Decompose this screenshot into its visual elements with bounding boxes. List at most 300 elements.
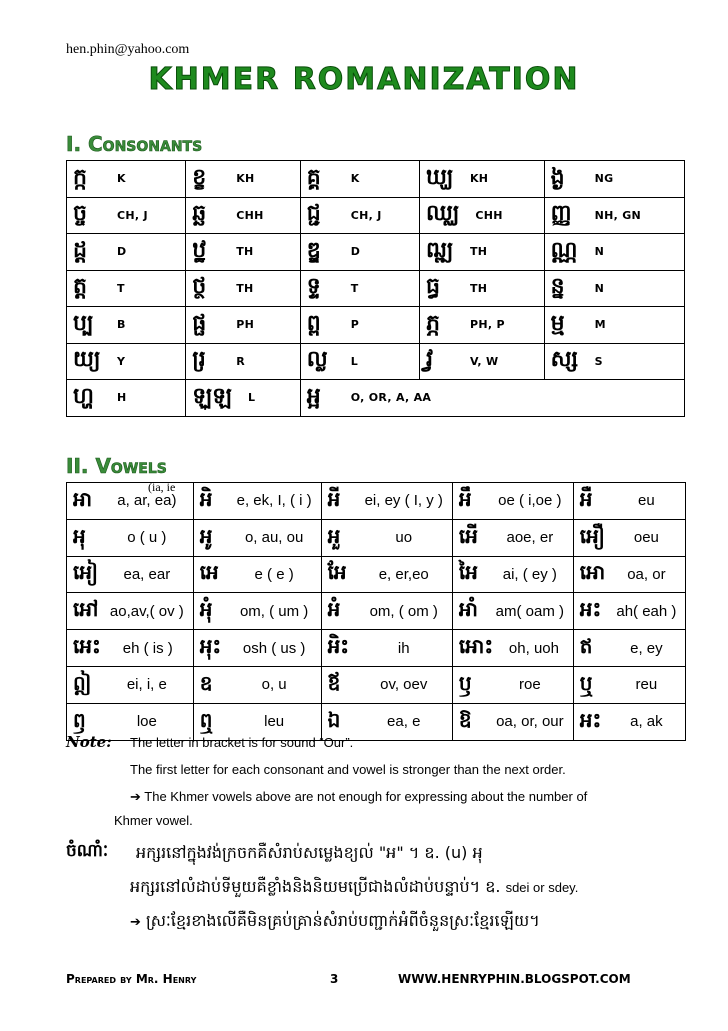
vowel-romanization: ea, e — [387, 713, 421, 731]
consonant-cell — [544, 234, 684, 271]
consonant-khmer: ឆ្ឆ — [192, 201, 207, 227]
consonant-cell — [544, 270, 684, 307]
consonant-row — [67, 161, 685, 198]
consonant-romanization: R — [236, 354, 246, 368]
vowel-khmer: អិ — [199, 486, 213, 511]
consonant-khmer: ឈ្ឈ — [425, 201, 460, 227]
section-title-consonants: I. Consonants — [66, 132, 203, 156]
vowel-khmer: អំ — [327, 597, 341, 622]
consonant-khmer: គ្គ — [306, 164, 321, 190]
vowel-romanization: ei, i, e — [126, 676, 167, 694]
consonant-khmer: ភ្ភ — [425, 310, 440, 336]
vowel-khmer: អួ — [327, 523, 341, 548]
vowel-khmer: អែ — [327, 560, 347, 585]
vowel-cell-content — [67, 593, 193, 629]
vowel-khmer: អុំ — [199, 597, 213, 622]
vowel-cell — [193, 666, 321, 703]
consonant-cell — [67, 343, 186, 380]
consonant-cell — [67, 197, 186, 234]
vowel-romanization: ea, ear — [123, 565, 171, 583]
consonant-romanization: Y — [117, 354, 126, 368]
vowel-cell — [452, 593, 573, 630]
vowel-romanization: om, ( um ) — [239, 602, 309, 620]
khmer-note-line-2-text: អក្សរនៅលំដាប់ទីមួយគឺខ្លាំងនិងនិយមប្រើជាងលំដាប់បន្ទាប់។ ឧ. — [130, 877, 501, 896]
consonant-khmer: ច្ច — [73, 201, 87, 227]
vowel-cell-content — [453, 593, 573, 629]
consonant-romanization: T — [350, 281, 359, 295]
vowel-khmer: ឧ — [199, 670, 213, 695]
vowel-cell-content — [453, 520, 573, 556]
arrow-icon: ➔ — [130, 915, 141, 930]
vowel-khmer: ឬ — [579, 670, 593, 695]
vowel-romanization: oe ( i,oe ) — [498, 492, 562, 510]
vowel-row — [67, 556, 686, 593]
consonant-khmer: ផ្ផ — [192, 310, 207, 336]
vowel-romanization: ah( eah ) — [616, 602, 677, 620]
vowel-cell-content — [194, 630, 321, 666]
vowel-cell — [67, 519, 194, 556]
consonant-romanization: D — [350, 245, 361, 259]
vowel-khmer: អះ — [579, 597, 602, 622]
consonant-cell-content — [420, 271, 544, 307]
vowel-cell — [573, 519, 685, 556]
khmer-note-line-1: អក្សរនៅក្នុងវង់ក្រចកគឺសំរាប់សម្លេងខ្យល់ "អ" ។ ឧ. (u) អុ — [136, 843, 483, 862]
consonant-row — [67, 307, 685, 344]
vowel-khmer: ឱ — [458, 707, 472, 732]
consonant-khmer: ឡ្ឡ — [192, 383, 232, 409]
consonant-khmer: ន្ន — [550, 274, 565, 300]
consonant-romanization: TH — [469, 281, 488, 295]
consonant-khmer: ឍ្ឍ — [425, 237, 454, 263]
vowel-khmer: អៀ — [73, 560, 98, 585]
consonant-khmer: ជ្ជ — [306, 201, 321, 227]
consonant-romanization: M — [594, 318, 606, 332]
vowel-cell-content — [194, 520, 321, 556]
consonant-cell — [186, 161, 301, 198]
vowel-khmer: ឪ — [327, 670, 341, 695]
footer-author: Prepared by Mr. Henry — [66, 972, 197, 986]
vowel-cell-content — [67, 667, 193, 703]
vowel-romanization: o, u — [261, 676, 287, 694]
vowel-cell-content — [67, 483, 193, 519]
arrow-icon: ➔ — [130, 789, 141, 804]
vowel-cell — [193, 593, 321, 630]
consonant-khmer: ឋ្ឋ — [192, 237, 207, 263]
consonant-khmer: ញ្ញ — [550, 201, 572, 227]
vowel-cell-content — [453, 704, 573, 740]
vowel-cell-content — [453, 557, 573, 593]
vowel-khmer: អេះ — [73, 634, 101, 659]
consonant-cell — [67, 234, 186, 271]
vowel-romanization: e, ek, I, ( i ) — [236, 492, 312, 510]
vowel-cell — [67, 593, 194, 630]
vowel-cell-content — [453, 667, 573, 703]
vowel-romanization: o, au, ou — [244, 529, 304, 547]
consonant-cell-content — [420, 307, 544, 343]
consonant-romanization: NG — [594, 172, 614, 186]
consonant-cell-content — [420, 161, 544, 197]
consonant-cell — [419, 307, 544, 344]
vowel-romanization: aoe, er — [506, 529, 554, 547]
vowel-cell-content — [322, 557, 452, 593]
consonant-cell — [186, 234, 301, 271]
consonant-cell-content — [186, 307, 300, 343]
consonant-cell — [186, 380, 301, 417]
vowel-cell — [452, 519, 573, 556]
consonant-khmer: ក្ក — [73, 164, 87, 190]
note-line-3 — [130, 789, 587, 805]
consonant-cell — [300, 270, 419, 307]
consonant-cell-content — [420, 234, 544, 270]
consonant-cell — [67, 380, 186, 417]
vowel-khmer: អូ — [199, 523, 213, 548]
consonant-cell-content — [545, 161, 684, 197]
khmer-note-line-2 — [130, 876, 578, 900]
consonant-cell — [186, 197, 301, 234]
vowel-romanization: om, ( om ) — [369, 602, 438, 620]
consonant-cell — [544, 343, 684, 380]
vowel-romanization: eh ( is ) — [122, 639, 173, 657]
vowel-row — [67, 593, 686, 630]
vowel-romanization: o ( u ) — [127, 529, 167, 547]
vowel-romanization: reu — [635, 676, 658, 694]
consonant-cell — [419, 234, 544, 271]
consonant-cell-content — [67, 380, 185, 416]
vowel-khmer: ឥ — [579, 634, 593, 659]
vowel-khmer: អៃ — [458, 560, 478, 585]
consonant-cell — [544, 307, 684, 344]
consonant-cell-content — [186, 161, 300, 197]
vowel-romanization: osh ( us ) — [242, 639, 306, 657]
vowel-cell-content — [67, 630, 193, 666]
consonant-cell — [419, 343, 544, 380]
vowel-khmer: អៅ — [73, 597, 99, 622]
consonant-khmer: រ្រ — [192, 347, 206, 373]
vowel-cell — [67, 666, 194, 703]
vowel-cell-content — [574, 630, 685, 666]
consonant-romanization: S — [594, 354, 603, 368]
consonant-cell — [300, 380, 684, 417]
vowel-cell — [321, 483, 452, 520]
vowel-cell-content — [322, 667, 452, 703]
vowel-cell-content — [453, 630, 573, 666]
consonant-cell — [300, 161, 419, 198]
vowel-cell — [67, 483, 194, 520]
consonant-cell-content — [301, 161, 419, 197]
vowel-khmer: អា — [73, 486, 93, 511]
consonant-khmer: ធ្ធ — [425, 274, 440, 300]
consonant-romanization: CH, J — [350, 208, 382, 222]
khmer-note-line-2-example: sdei or sdey. — [505, 880, 579, 895]
consonant-khmer: ល្ល — [306, 347, 328, 373]
vowel-khmer: ឭ — [73, 707, 86, 732]
note-line-2: The first letter for each consonant and vowel is stronger than the next order. — [130, 762, 566, 777]
vowel-cell-content — [574, 593, 685, 629]
consonant-cell-content — [67, 198, 185, 234]
vowel-romanization: ao,av,( ov ) — [109, 602, 184, 620]
vowel-khmer: អឿ — [579, 523, 605, 548]
footer-page-number: 3 — [330, 972, 339, 986]
consonant-romanization: T — [117, 281, 125, 295]
vowel-romanization: roe — [519, 676, 541, 694]
consonant-cell — [67, 270, 186, 307]
consonant-khmer: ប្ប — [73, 310, 94, 336]
khmer-note-label: ចំណាំៈ — [66, 841, 109, 861]
consonant-romanization: PH — [236, 318, 255, 332]
consonant-romanization: CHH — [475, 208, 503, 222]
khmer-note-line-3-text: ស្រៈខ្មែរខាងលើគឺមិនគ្រប់គ្រាន់សំរាប់បញ្ជាក់អំពីចំនួនស្រៈខ្មែរឡើយ។ — [146, 911, 540, 930]
vowel-table — [66, 482, 686, 741]
consonant-cell-content — [301, 344, 419, 380]
consonant-romanization: P — [350, 318, 360, 332]
consonant-romanization: L — [350, 354, 359, 368]
vowel-khmer: ឫ — [458, 670, 472, 695]
vowel-cell — [573, 666, 685, 703]
consonant-row — [67, 270, 685, 307]
vowel-cell-content — [574, 667, 685, 703]
vowel-cell-content — [574, 520, 685, 556]
consonant-table — [66, 160, 685, 417]
vowel-khmer: អឹ — [458, 486, 472, 511]
consonant-cell-content — [301, 234, 419, 270]
vowel-cell-content — [574, 704, 685, 740]
consonant-cell-content — [67, 307, 185, 343]
consonant-khmer: ខ្ខ — [192, 164, 207, 190]
vowel-romanization: am( oam ) — [495, 602, 565, 620]
consonant-romanization: H — [117, 391, 127, 405]
vowel-cell — [452, 483, 573, 520]
consonant-cell-content — [545, 198, 684, 234]
consonant-romanization: L — [247, 391, 256, 405]
consonant-cell-content — [545, 307, 684, 343]
vowel-row — [67, 630, 686, 667]
consonant-khmer: ត្ត — [73, 274, 87, 300]
consonant-khmer: ហ្ហ — [73, 383, 94, 409]
consonant-cell-content — [420, 198, 544, 234]
vowel-romanization: oa, or, our — [496, 713, 564, 731]
consonant-romanization: NH, GN — [594, 208, 642, 222]
consonant-romanization: O, OR, A, AA — [350, 391, 432, 405]
consonant-cell — [419, 270, 544, 307]
vowel-cell-content — [322, 593, 452, 629]
vowel-romanization: ei, ey ( I, y ) — [364, 492, 443, 510]
vowel-cell-content — [322, 520, 452, 556]
consonant-row — [67, 343, 685, 380]
vowel-cell-content — [67, 557, 193, 593]
khmer-note-line-3 — [130, 910, 540, 934]
consonant-khmer: វ្វ — [425, 347, 433, 373]
vowel-romanization: ai, ( ey ) — [502, 565, 557, 583]
vowel-khmer: អឺ — [579, 486, 593, 511]
consonant-romanization: N — [594, 245, 605, 259]
consonant-cell-content — [186, 271, 300, 307]
consonant-cell — [300, 343, 419, 380]
consonant-cell-content — [301, 198, 419, 234]
footer-website: WWW.HENRYPHIN.BLOGSPOT.COM — [398, 972, 631, 986]
consonant-cell-content — [545, 344, 684, 380]
vowel-cell — [573, 556, 685, 593]
consonant-khmer: ណ្ណ — [550, 237, 578, 263]
vowel-romanization: e ( e ) — [254, 565, 294, 583]
consonant-cell-content — [186, 198, 300, 234]
vowel-cell-content — [574, 557, 685, 593]
vowel-cell — [573, 593, 685, 630]
consonant-cell — [300, 234, 419, 271]
consonant-romanization: KH — [236, 172, 255, 186]
vowel-cell — [193, 519, 321, 556]
consonant-romanization: V, W — [469, 354, 499, 368]
vowel-khmer: អិះ — [327, 634, 350, 659]
vowel-cell — [321, 630, 452, 667]
vowel-row — [67, 666, 686, 703]
vowel-romanization: a, ar, ea) — [117, 492, 177, 510]
note-label: Note: — [66, 733, 112, 751]
vowel-khmer: ឦ — [73, 670, 92, 695]
consonant-cell-content — [301, 307, 419, 343]
vowel-row — [67, 519, 686, 556]
author-email: hen.phin@yahoo.com — [66, 42, 190, 57]
vowel-romanization: e, ey — [630, 639, 663, 657]
vowel-cell — [452, 666, 573, 703]
consonant-romanization: CH, J — [117, 208, 148, 222]
consonant-cell-content — [301, 380, 684, 416]
consonant-cell-content — [186, 234, 300, 270]
consonant-cell-content — [545, 271, 684, 307]
consonant-khmer: ស្ស — [550, 347, 579, 373]
consonant-khmer: ម្ម — [550, 310, 565, 336]
consonant-khmer: ទ្ទ — [306, 274, 321, 300]
vowel-khmer: អុះ — [199, 634, 222, 659]
vowel-cell — [573, 703, 685, 740]
vowel-khmer: អេ — [199, 560, 219, 585]
consonant-romanization: TH — [469, 245, 488, 259]
note-line-4: Khmer vowel. — [114, 813, 193, 828]
note-line-3-text: The Khmer vowels above are not enough for expressing about the number of — [144, 789, 588, 804]
vowel-cell — [452, 703, 573, 740]
consonant-khmer: ព្ព — [306, 310, 321, 336]
consonant-romanization: TH — [236, 281, 254, 295]
vowel-romanization: a, ak — [630, 713, 663, 731]
vowel-row — [67, 483, 686, 520]
consonant-romanization: CHH — [236, 208, 264, 222]
consonant-cell-content — [67, 271, 185, 307]
vowel-romanization: oh, uoh — [508, 639, 559, 657]
vowel-romanization: e, er,eo — [378, 565, 429, 583]
consonant-row — [67, 197, 685, 234]
consonant-cell — [419, 161, 544, 198]
vowel-cell-content — [453, 483, 573, 519]
consonant-cell-content — [67, 344, 185, 380]
consonant-cell — [186, 270, 301, 307]
vowel-cell-content — [67, 520, 193, 556]
vowel-romanization: loe — [136, 713, 157, 731]
consonant-khmer: ឃ្ឃ — [425, 164, 454, 190]
consonant-cell-content — [420, 344, 544, 380]
vowel-romanization: oa, or — [627, 565, 666, 583]
vowel-cell — [452, 630, 573, 667]
vowel-romanization: leu — [264, 713, 285, 731]
consonant-cell — [67, 307, 186, 344]
consonant-romanization: PH, P — [469, 318, 505, 332]
consonant-cell — [300, 307, 419, 344]
consonant-cell — [67, 161, 186, 198]
consonant-khmer: អ្អ — [306, 383, 321, 409]
vowel-khmer: ឯ — [327, 707, 341, 732]
consonant-cell — [544, 197, 684, 234]
vowel-cell — [67, 630, 194, 667]
vowel-cell — [321, 666, 452, 703]
consonant-cell — [300, 197, 419, 234]
consonant-khmer: ដ្ដ — [73, 237, 87, 263]
section-title-vowels: II. Vowels — [66, 454, 167, 478]
vowel-cell — [573, 483, 685, 520]
consonant-cell-content — [186, 344, 300, 380]
vowel-khmer: អើ — [458, 523, 478, 548]
page-title: KHMER ROMANIZATION — [148, 62, 580, 97]
vowel-khmer: អុ — [73, 523, 86, 548]
vowel-khmer: ឮ — [199, 707, 213, 732]
vowel-cell-content — [574, 483, 685, 519]
vowel-khmer: អោ — [579, 560, 606, 585]
consonant-khmer: ង្ង — [550, 164, 565, 190]
consonant-cell-content — [67, 161, 185, 197]
vowel-cell-content — [322, 483, 452, 519]
vowel-cell-content — [194, 483, 321, 519]
vowel-cell-content — [194, 667, 321, 703]
vowel-khmer: អោះ — [458, 634, 494, 659]
vowel-romanization: uo — [395, 529, 413, 547]
consonant-romanization: KH — [469, 172, 489, 186]
consonant-romanization: D — [117, 245, 127, 259]
consonant-khmer: ឌ្ឌ — [306, 237, 321, 263]
consonant-romanization: K — [117, 172, 126, 186]
vowel-cell-content — [194, 593, 321, 629]
consonant-khmer: ថ្ថ — [192, 274, 207, 300]
consonant-romanization: N — [594, 281, 605, 295]
vowel-cell — [193, 483, 321, 520]
consonant-row — [67, 234, 685, 271]
consonant-cell — [419, 197, 544, 234]
vowel-khmer: អី — [327, 486, 341, 511]
vowel-cell — [193, 556, 321, 593]
consonant-cell — [186, 343, 301, 380]
vowel-khmer: អះ — [579, 707, 602, 732]
consonant-romanization: B — [117, 318, 126, 332]
consonant-row — [67, 380, 685, 417]
vowel-cell-content — [322, 630, 452, 666]
consonant-cell-content — [186, 380, 300, 416]
vowel-cell — [452, 556, 573, 593]
consonant-cell-content — [67, 234, 185, 270]
consonant-romanization: TH — [236, 245, 254, 259]
vowel-cell-content — [194, 557, 321, 593]
note-line-1: The letter in bracket is for sound “Our”. — [130, 735, 354, 750]
vowel-khmer: អាំ — [458, 597, 478, 622]
consonant-romanization: K — [350, 172, 360, 186]
vowel-romanization: eu — [638, 492, 655, 510]
vowel-cell — [193, 630, 321, 667]
consonant-khmer: យ្យ — [73, 347, 101, 373]
consonant-cell-content — [301, 271, 419, 307]
vowel-cell — [67, 556, 194, 593]
consonant-cell — [186, 307, 301, 344]
vowel-cell — [321, 519, 452, 556]
consonant-cell — [544, 161, 684, 198]
vowel-cell — [573, 630, 685, 667]
consonant-cell-content — [545, 234, 684, 270]
vowel-romanization: oeu — [633, 529, 659, 547]
vowel-cell — [321, 593, 452, 630]
